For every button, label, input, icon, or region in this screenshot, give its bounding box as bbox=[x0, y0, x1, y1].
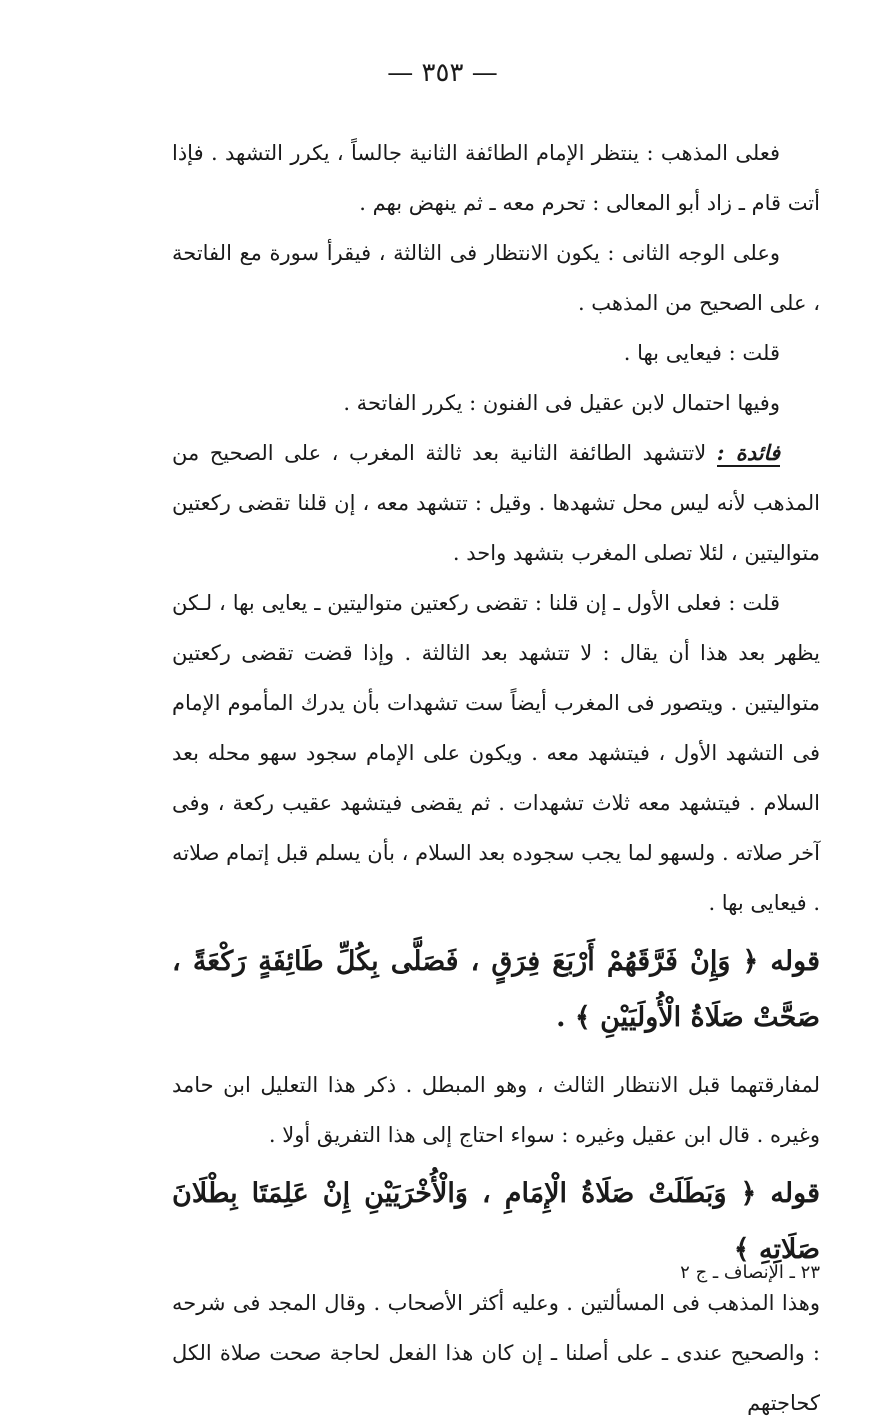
paragraph: قلت : فعلى الأول ـ إن قلنا : تقضى ركعتين متواليتين ـ يعايى بها ، لـكن يظهر بعد هذا أن يقال : لا تتشهد بعد الثالثة . وإذا قضت تقضى ركعتين متواليتين . ويتصور فى المغرب أيضاً ست تشهدات بأن يدرك المأموم الإمام فى التشهد الأول ، فيتشهد معه . ويكون على الإمام سجود سهو محله بعد السلام . فيتشهد معه ثلاث تشهدات . ثم يقضى فيتشهد عقيب ركعة ، وفى آخر صلاته . ولسهو لما يجب سجوده بعد السلام ، بأن يسلم قبل إتمام صلاته . فيعايى بها . bbox=[172, 591, 820, 915]
fida-paragraph bbox=[172, 428, 820, 578]
page-body bbox=[172, 128, 820, 1428]
paragraph: وعلى الوجه الثانى : يكون الانتظار فى الثالثة ، فيقرأ سورة مع الفاتحة ، على الصحيح من المذهب . bbox=[172, 241, 820, 315]
verse-heading: قوله ﴿ وَبَطَلَتْ صَلَاةُ الْإِمَامِ ، وَالْأُخْرَيَيْنِ إِنْ عَلِمَتَا بِطْلَانَ صَلَاتِهِ ﴾ bbox=[172, 1178, 820, 1265]
footer-signature: ٢٣ ـ الإنصاف ـ ج ٢ bbox=[680, 1262, 820, 1283]
fida-label: فائدة : bbox=[716, 440, 780, 465]
paragraph: لمفارقتهما قبل الانتظار الثالث ، وهو المبطل . ذكر هذا التعليل ابن حامد وغيره . قال ابن عقيل وغيره : سواء احتاج إلى هذا التفريق أولا . bbox=[172, 1073, 820, 1147]
paragraph: فعلى المذهب : ينتظر الإمام الطائفة الثانية جالساً ، يكرر التشهد . فإذا أتت قام ـ زاد أبو المعالى : تحرم معه ـ ثم ينهض بهم . bbox=[172, 141, 820, 215]
paragraph: وفيها احتمال لابن عقيل فى الفنون : يكرر الفاتحة . bbox=[343, 391, 780, 415]
paragraph: وهذا المذهب فى المسألتين . وعليه أكثر الأصحاب . وقال المجد فى شرحه : والصحيح عندى ـ على أصلنا ـ إن كان هذا الفعل لحاجة صحت صلاة الكل كحاجتهم bbox=[172, 1291, 820, 1415]
paragraph-text: لاتتشهد الطائفة الثانية بعد ثالثة المغرب ، على الصحيح من المذهب لأنه ليس محل تشهدها . وقيل : تتشهد معه ، إن قلنا تقضى ركعتين متواليتين ، لئلا تصلى المغرب بتشهد واحد . bbox=[172, 441, 820, 565]
paragraph: قلت : فيعايى بها . bbox=[623, 341, 780, 365]
verse-heading: قوله ﴿ وَإِنْ فَرَّقَهُمْ أَرْبَعَ فِرَقٍ ، فَصَلَّى بِكُلِّ طَائِفَةٍ رَكْعَةً ، صَحَّتْ صَلَاةُ الْأُولَيَيْنِ ﴾ . bbox=[172, 946, 820, 1033]
page-number: — ٣٥٣ — bbox=[387, 58, 498, 88]
